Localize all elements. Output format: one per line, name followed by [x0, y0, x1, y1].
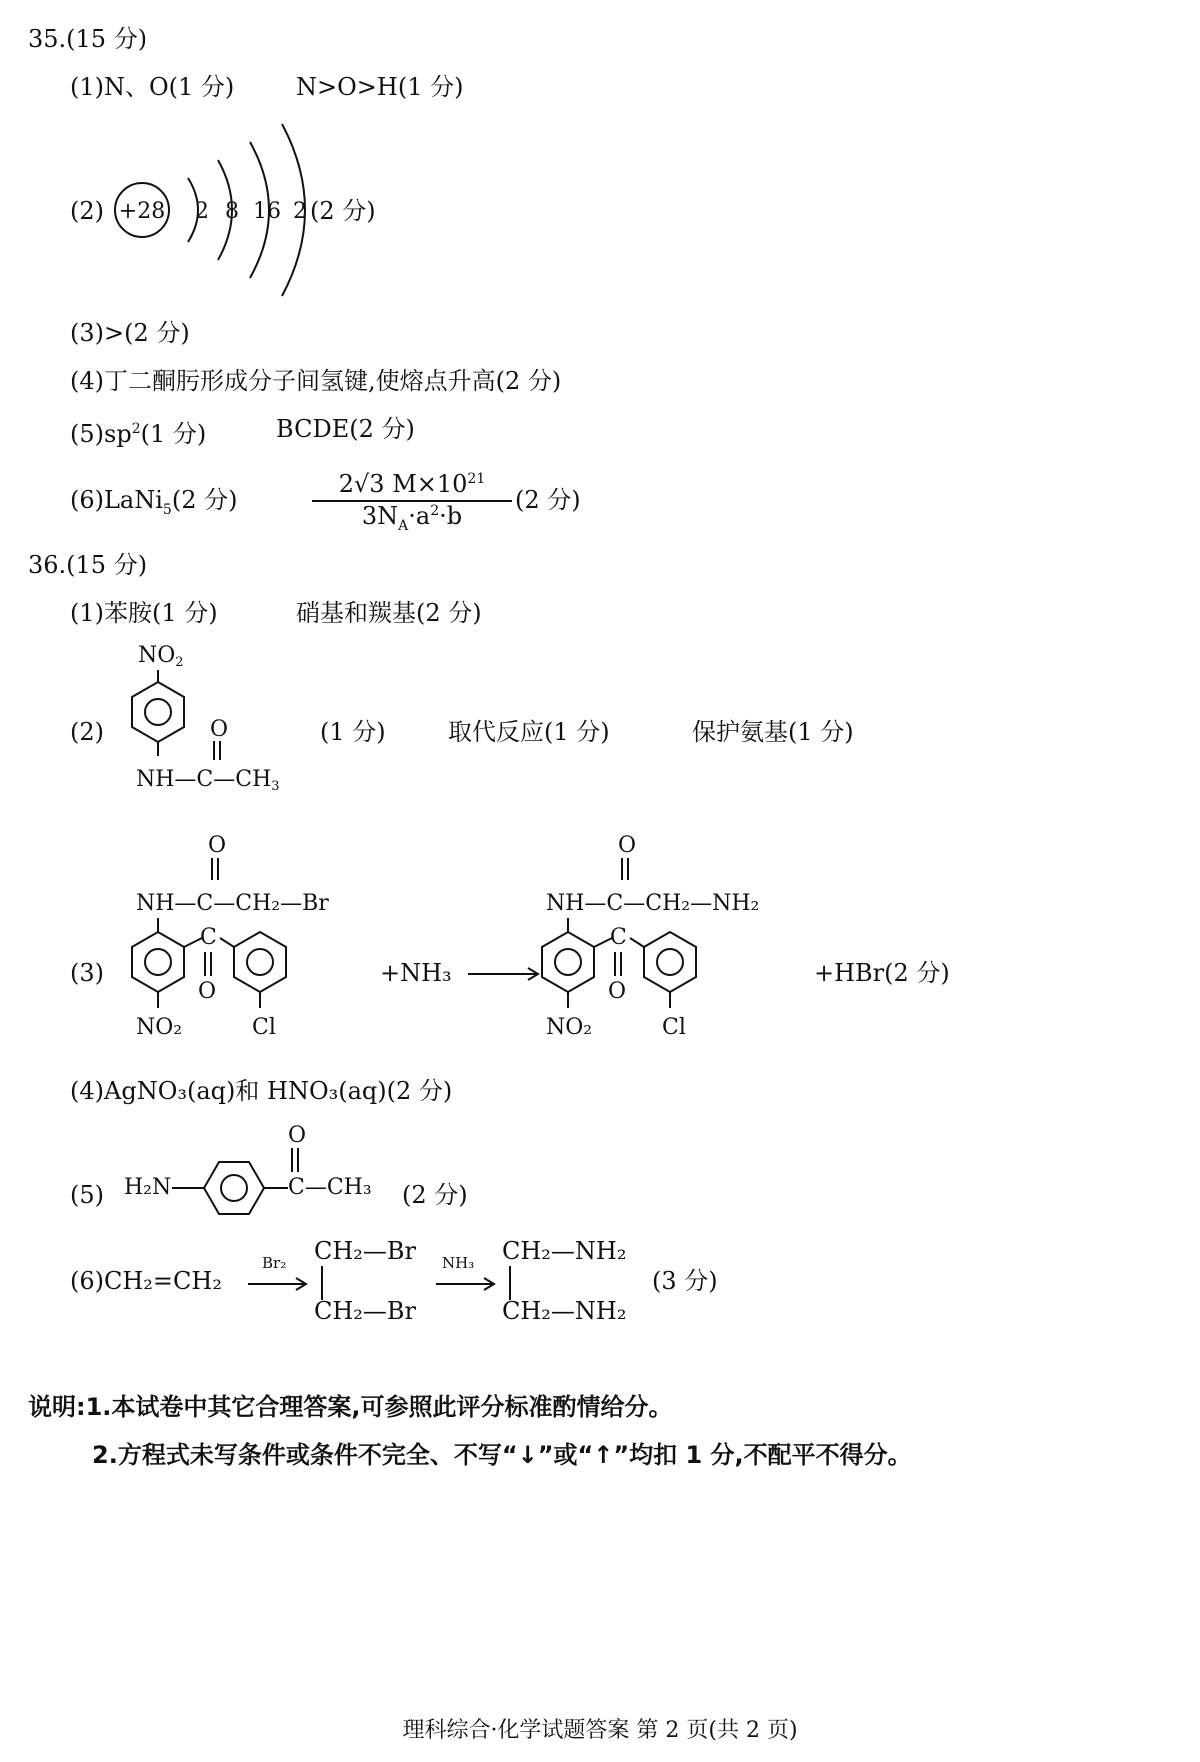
q36-part5-prefix: (5) [70, 1181, 104, 1209]
shell-3-count: 16 [253, 199, 281, 224]
acetyl-chain: C—CH₃ [288, 1175, 372, 1200]
q36-part2-score2: 取代反应(1 分) [448, 718, 610, 746]
product-chlorine: Cl [662, 1015, 686, 1040]
denominator-text: 3N [361, 502, 399, 530]
reactant-chlorine: Cl [252, 1015, 276, 1040]
arrow-step-2 [434, 1274, 504, 1294]
dibromide-bottom: CH₂—Br [314, 1297, 417, 1325]
amino-group: H₂N [124, 1175, 172, 1200]
q36-part1a: (1)苯胺(1 分) [70, 599, 218, 627]
ammonia-reagent: NH₃ [442, 1254, 475, 1272]
q35-part2-prefix: (2) [70, 197, 104, 225]
q36-header: 36.(15 分) [28, 551, 148, 579]
q35-part1: (1)N、O(1 分) [70, 73, 235, 101]
product-nitro: NO₂ [546, 1015, 593, 1040]
dibromide-top: CH₂—Br [314, 1237, 417, 1265]
q35-part5a-text: (5)sp [70, 420, 132, 448]
q35-part6-score: (2 分) [515, 486, 581, 514]
shell-4-count: 2 [293, 199, 307, 224]
denominator-sub: A [398, 517, 409, 534]
q35-part5a-sup: 2 [131, 421, 141, 437]
fraction-numerator [312, 470, 512, 502]
denominator-tail: ·b [439, 502, 463, 530]
q36-part2-score1: (1 分) [320, 718, 386, 746]
q35-header: 35.(15 分) [28, 25, 148, 53]
q35-part2-score: (2 分) [310, 197, 376, 225]
q35-part6a-score: (2 分) [171, 486, 238, 514]
q36-part5-score: (2 分) [402, 1181, 468, 1209]
q35-part4: (4)丁二酮肟形成分子间氢键,使熔点升高(2 分) [70, 367, 562, 395]
reactant-molecule [110, 828, 370, 1068]
q35-part5a [70, 414, 206, 449]
q36-part6-prefix: (6)CH₂=CH₂ [70, 1267, 222, 1295]
nitro-group-label: NO2 [138, 643, 184, 670]
bromine-reagent: Br₂ [262, 1254, 287, 1272]
denominator-mid: ·a [408, 502, 431, 530]
q36-part2-score3: 保护氨基(1 分) [692, 718, 854, 746]
reactant-nitro: NO₂ [136, 1015, 183, 1040]
reactant-carbonyl-o: O [208, 833, 227, 858]
q35-part5b: BCDE(2 分) [276, 415, 415, 443]
numerator-text: 2√3 M×10 [338, 470, 468, 498]
q35-part5a-score: (1 分) [140, 420, 207, 448]
q35-part6a [70, 485, 237, 525]
numerator-sup: 21 [467, 471, 486, 487]
reactant-top-chain: NH—C—CH₂—Br [136, 891, 329, 916]
reactant-ketone-o: O [198, 979, 217, 1004]
q36-part5-structure [120, 1120, 420, 1230]
q36-part2-structure [110, 640, 340, 820]
q35-part6a-text: (6)LaNi [70, 486, 163, 514]
atom-structure-diagram [110, 110, 440, 310]
acetyl-oxygen: O [288, 1123, 307, 1148]
note-line-1: 说明:1.本试卷中其它合理答案,可参照此评分标准酌情给分。 [28, 1393, 673, 1421]
plus-ammonia: +NH₃ [380, 959, 452, 987]
shell-1-count: 2 [195, 199, 209, 224]
q35-part1-order: N>O>H(1 分) [296, 73, 464, 101]
product-ketone-o: O [608, 979, 627, 1004]
q36-part1b: 硝基和羰基(2 分) [296, 599, 482, 627]
q36-part6-score: (3 分) [652, 1267, 718, 1295]
product-top-chain: NH—C—CH₂—NH₂ [546, 891, 760, 916]
denominator-sup: 2 [430, 503, 440, 519]
arrow-step-1 [246, 1274, 316, 1294]
page-footer: 理科综合·化学试题答案 第 2 页(共 2 页) [402, 1718, 798, 1743]
plus-hbr: +HBr(2 分) [814, 959, 950, 987]
diamine-top: CH₂—NH₂ [502, 1237, 627, 1265]
carbonyl-oxygen: O [210, 717, 229, 742]
nucleus-label: +28 [118, 199, 166, 224]
note-line-2: 2.方程式未写条件或条件不完全、不写“↓”或“↑”均扣 1 分,不配平不得分。 [92, 1441, 912, 1469]
reactant-ketone-c: C [200, 925, 217, 950]
q36-part3-prefix: (3) [70, 959, 104, 987]
shell-2-count: 8 [225, 199, 239, 224]
product-molecule [520, 828, 810, 1068]
q36-part2-prefix: (2) [70, 718, 104, 746]
q35-part3: (3)>(2 分) [70, 319, 190, 347]
q36-part4: (4)AgNO₃(aq)和 HNO₃(aq)(2 分) [70, 1077, 453, 1105]
q35-part6a-sub: 5 [162, 501, 172, 518]
diamine-bottom: CH₂—NH₂ [502, 1297, 627, 1325]
acetamide-chain: NH—C—CH3 [136, 767, 280, 794]
density-fraction [312, 470, 512, 534]
product-carbonyl-o: O [618, 833, 637, 858]
fraction-denominator [312, 502, 512, 534]
product-ketone-c: C [610, 925, 627, 950]
